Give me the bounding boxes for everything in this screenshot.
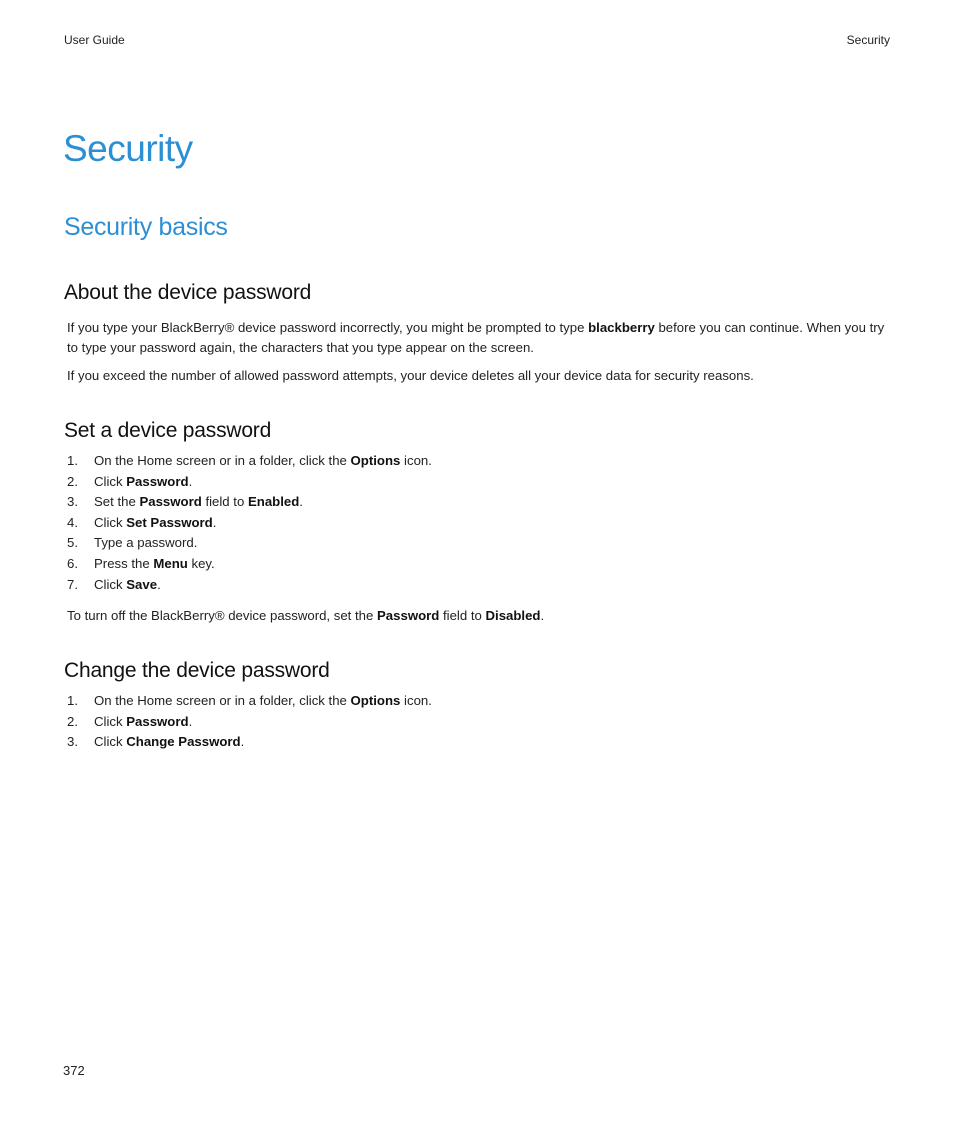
bold-term: Password: [139, 494, 202, 510]
bold-term: Enabled: [247, 494, 300, 510]
set-password-steps: [67, 451, 432, 595]
text-run: .: [188, 713, 193, 729]
text-run: .: [240, 734, 245, 750]
step-item: [67, 533, 432, 554]
running-header-right: Security: [846, 33, 890, 47]
text-run: Set the: [94, 494, 140, 510]
running-header-left: User Guide: [64, 33, 125, 47]
text-run: field to: [201, 494, 248, 510]
set-password-heading: Set a device password: [64, 419, 272, 442]
text-run: .: [188, 473, 193, 489]
bold-term: blackberry: [588, 320, 655, 335]
bold-term: Password: [377, 608, 440, 623]
section-title: Security basics: [64, 213, 228, 241]
chapter-title: Security: [63, 128, 193, 169]
change-password-heading: Change the device password: [64, 659, 330, 682]
text-run: .: [212, 514, 217, 530]
text-run: If you type your BlackBerry® device password incorrectly, you might be prompted to type: [67, 320, 589, 335]
bold-term: Disabled: [485, 608, 541, 623]
bold-term: Set Password: [126, 514, 213, 530]
about-paragraph-1: [67, 318, 893, 358]
step-number: 6.: [67, 555, 78, 571]
text-run: Click: [94, 473, 127, 489]
step-number: 2.: [67, 473, 78, 489]
text-run: .: [540, 608, 545, 623]
step-number: 5.: [67, 535, 78, 551]
text-run: Press the: [94, 555, 154, 571]
about-heading: About the device password: [64, 281, 312, 304]
step-item: [67, 472, 432, 493]
step-item: [67, 712, 432, 733]
set-password-note: [67, 606, 893, 626]
bold-term: Options: [350, 693, 401, 708]
text-run: before you can continue. When you try to type your password again, the characters that you type appear on the screen.: [67, 320, 885, 355]
step-item: [67, 691, 432, 712]
text-run: Click: [94, 514, 127, 530]
text-run: Click: [94, 576, 127, 592]
text-run: .: [157, 576, 161, 592]
text-run: To turn off the BlackBerry® device password, set the: [67, 608, 378, 623]
step-number: 2.: [67, 713, 78, 729]
step-item: [67, 575, 432, 596]
bold-term: Menu: [153, 555, 188, 571]
text-run: field to: [439, 608, 486, 623]
text-run: On the Home screen or in a folder, click the: [94, 453, 351, 468]
change-password-steps: [67, 691, 432, 753]
step-number: 1.: [67, 453, 78, 468]
bold-term: Password: [126, 713, 189, 729]
step-item: [67, 732, 432, 753]
page-number: 372: [63, 1063, 85, 1078]
bold-term: Change Password: [126, 734, 241, 750]
text-run: icon.: [400, 693, 432, 708]
text-run: On the Home screen or in a folder, click the: [94, 693, 351, 708]
bold-term: Save: [126, 576, 158, 592]
text-run: icon.: [400, 453, 432, 468]
step-item: [67, 492, 432, 513]
text-run: Click: [94, 713, 127, 729]
step-item: [67, 554, 432, 575]
text-run: key.: [187, 555, 215, 571]
text-run: Type a password.: [94, 535, 198, 551]
text-run: Click: [94, 734, 127, 750]
step-item: [67, 513, 432, 534]
about-paragraph-2: If you exceed the number of allowed password attempts, your device deletes all your device data for security reasons.: [67, 368, 754, 383]
text-run: .: [299, 494, 303, 510]
step-number: 7.: [67, 576, 78, 592]
bold-term: Options: [350, 453, 401, 468]
step-number: 1.: [67, 693, 78, 708]
step-item: [67, 451, 432, 472]
step-number: 3.: [67, 494, 78, 510]
step-number: 3.: [67, 734, 78, 750]
bold-term: Password: [126, 473, 189, 489]
step-number: 4.: [67, 514, 78, 530]
